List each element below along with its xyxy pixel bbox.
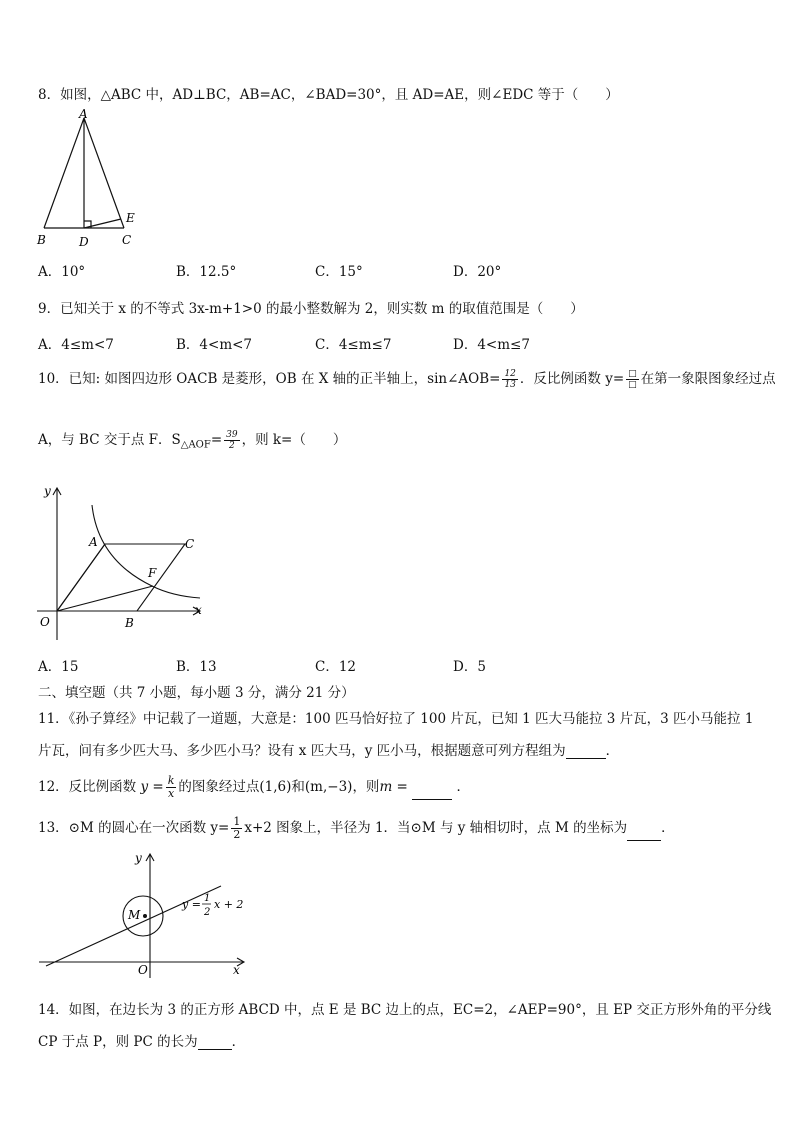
q10-label-y: y <box>44 484 51 498</box>
q10-label-o: O <box>40 615 50 629</box>
q8-options <box>38 260 598 278</box>
q10-line2-b: = <box>210 432 223 448</box>
q8-option-a[interactable]: A．10° <box>38 264 86 280</box>
q8-option-d[interactable]: D．20° <box>453 264 502 280</box>
q13-den: 2 <box>233 828 241 841</box>
q12-d: ，则 <box>352 779 380 795</box>
q14-end: ． <box>231 1034 246 1050</box>
q13-eq-num: 1 <box>204 893 211 904</box>
q12-m-eq: m = <box>379 779 408 795</box>
q13-eq-tail: x + 2 <box>214 898 244 911</box>
q12-line <box>38 775 470 800</box>
q13-label-x: x <box>233 963 240 977</box>
q10-rhombus-figure <box>32 480 212 645</box>
q11-line2 <box>38 739 619 759</box>
q10-area-fraction <box>224 430 239 451</box>
q10-option-d[interactable]: D．5 <box>453 659 486 675</box>
q14-line2-text: CP 于点 P，则 PC 的长为 <box>38 1034 198 1050</box>
q12-k-fraction <box>166 775 177 800</box>
q11-line2-text: 片瓦，问有多少匹大马、多少匹小马？设有 x 匹大马，y 匹小马，根据题意可列方程组为 <box>38 743 566 759</box>
q9-options <box>38 333 598 351</box>
q13-label-o: O <box>138 963 148 977</box>
q13-line <box>38 816 675 841</box>
q13-circle-figure <box>36 848 251 983</box>
q10-line2-c: ，则 k=（ ） <box>241 432 347 448</box>
q10-label-f: F <box>148 566 157 580</box>
q10-line1-b: ．反比例函数 y= <box>519 371 625 387</box>
q8-text: 8．如图，△ABC 中，AD⊥BC，AB=AC，∠BAD=30°，且 AD=AE，则∠EDC 等于（ ） <box>38 87 619 103</box>
q13-eq-den: 2 <box>204 907 211 918</box>
q10-label-c: C <box>185 537 195 551</box>
q12-point1: (1,6) <box>259 779 292 795</box>
q10-label-b: B <box>125 616 134 630</box>
q12-x: x <box>167 787 175 800</box>
q10-area-den: 2 <box>228 441 235 451</box>
q10-line1-a: 10．已知: 如图四边形 OACB 是菱形，OB 在 X 轴的正半轴上，sin∠AOB= <box>38 371 501 387</box>
q9-option-b[interactable]: B．4<m<7 <box>176 337 253 353</box>
q10-label-a: A <box>89 535 98 549</box>
q9-option-a[interactable]: A．4≤m<7 <box>38 337 114 353</box>
q12-end: ． <box>456 779 470 795</box>
q8-option-b[interactable]: B．12.5° <box>176 264 237 280</box>
q12-a: 12．反比例函数 <box>38 779 137 795</box>
q8-label-b: B <box>37 233 46 247</box>
q12-point2: (m,−3) <box>304 779 353 795</box>
q10-option-b[interactable]: B．13 <box>176 659 217 675</box>
q8-option-c[interactable]: C．15° <box>315 264 363 280</box>
q13-fraction <box>231 816 242 841</box>
q10-sin-fraction <box>502 369 517 390</box>
q8-label-a: A <box>79 108 88 121</box>
q10-k-num: □ <box>628 369 637 379</box>
q10-option-a[interactable]: A．15 <box>38 659 79 675</box>
q10-line2 <box>38 428 346 451</box>
q10-sin-den: 13 <box>504 380 516 390</box>
q10-sin-num: 12 <box>504 369 516 379</box>
q8-label-c: C <box>122 233 132 247</box>
q9-option-d[interactable]: D．4<m≤7 <box>453 337 530 353</box>
q10-area-num: 39 <box>226 430 238 440</box>
q13-end: ． <box>661 820 675 836</box>
q8-label-e: E <box>126 211 135 225</box>
q14-line1: 14．如图，在边长为 3 的正方形 ABCD 中，点 E 是 BC 边上的点，EC=2，∠AEP=90°，且 EP 交正方形外角的平分线 <box>38 1002 772 1018</box>
q10-options <box>38 655 598 673</box>
q11-line1: 11．《孙子算经》中记载了一道题，大意是：100 匹马恰好拉了 100 片瓦，已知 1 匹大马能拉 3 片瓦，3 匹小马能拉 1 <box>38 711 754 727</box>
q10-k-fraction <box>626 369 639 390</box>
q12-k: k <box>167 774 175 787</box>
q11-answer-blank[interactable] <box>566 746 606 759</box>
q10-line1 <box>38 367 776 390</box>
q14-line2 <box>38 1030 245 1050</box>
q10-k-den: □ <box>628 380 637 390</box>
q8-label-d: D <box>79 235 89 248</box>
q12-answer-blank[interactable] <box>412 787 452 800</box>
q11-end: ． <box>605 743 620 759</box>
q10-area-subscript: △AOF <box>180 439 211 451</box>
q13-label-y: y <box>135 851 142 865</box>
q12-y-eq: y = <box>140 779 164 795</box>
q9-option-c[interactable]: C．4≤m≤7 <box>315 337 392 353</box>
q8-triangle-figure <box>34 108 144 248</box>
q14-answer-blank[interactable] <box>198 1037 232 1050</box>
q13-label-m: M <box>128 908 141 922</box>
q13-eq-label: y = <box>182 898 201 911</box>
section-heading: 二、填空题（共 7 小题，每小题 3 分，满分 21 分） <box>38 685 355 701</box>
q10-line1-c: 在第一象限图象经过点 <box>640 371 776 387</box>
q12-c: 和 <box>291 779 305 795</box>
q10-label-x: x <box>195 603 202 617</box>
q13-answer-blank[interactable] <box>627 828 661 841</box>
q10-line2-a: A，与 BC 交于点 F．S <box>38 432 181 448</box>
q10-option-c[interactable]: C．12 <box>315 659 357 675</box>
q9-text: 9．已知关于 x 的不等式 3x-m+1>0 的最小整数解为 2，则实数 m 的取值范围是（ ） <box>38 301 584 317</box>
q13-a: 13．⊙M 的圆心在一次函数 y= <box>38 820 230 836</box>
q12-b: 的图象经过点 <box>178 779 260 795</box>
q13-num: 1 <box>233 815 241 828</box>
q13-b: x+2 图象上，半径为 1．当⊙M 与 y 轴相切时，点 M 的坐标为 <box>244 820 628 836</box>
